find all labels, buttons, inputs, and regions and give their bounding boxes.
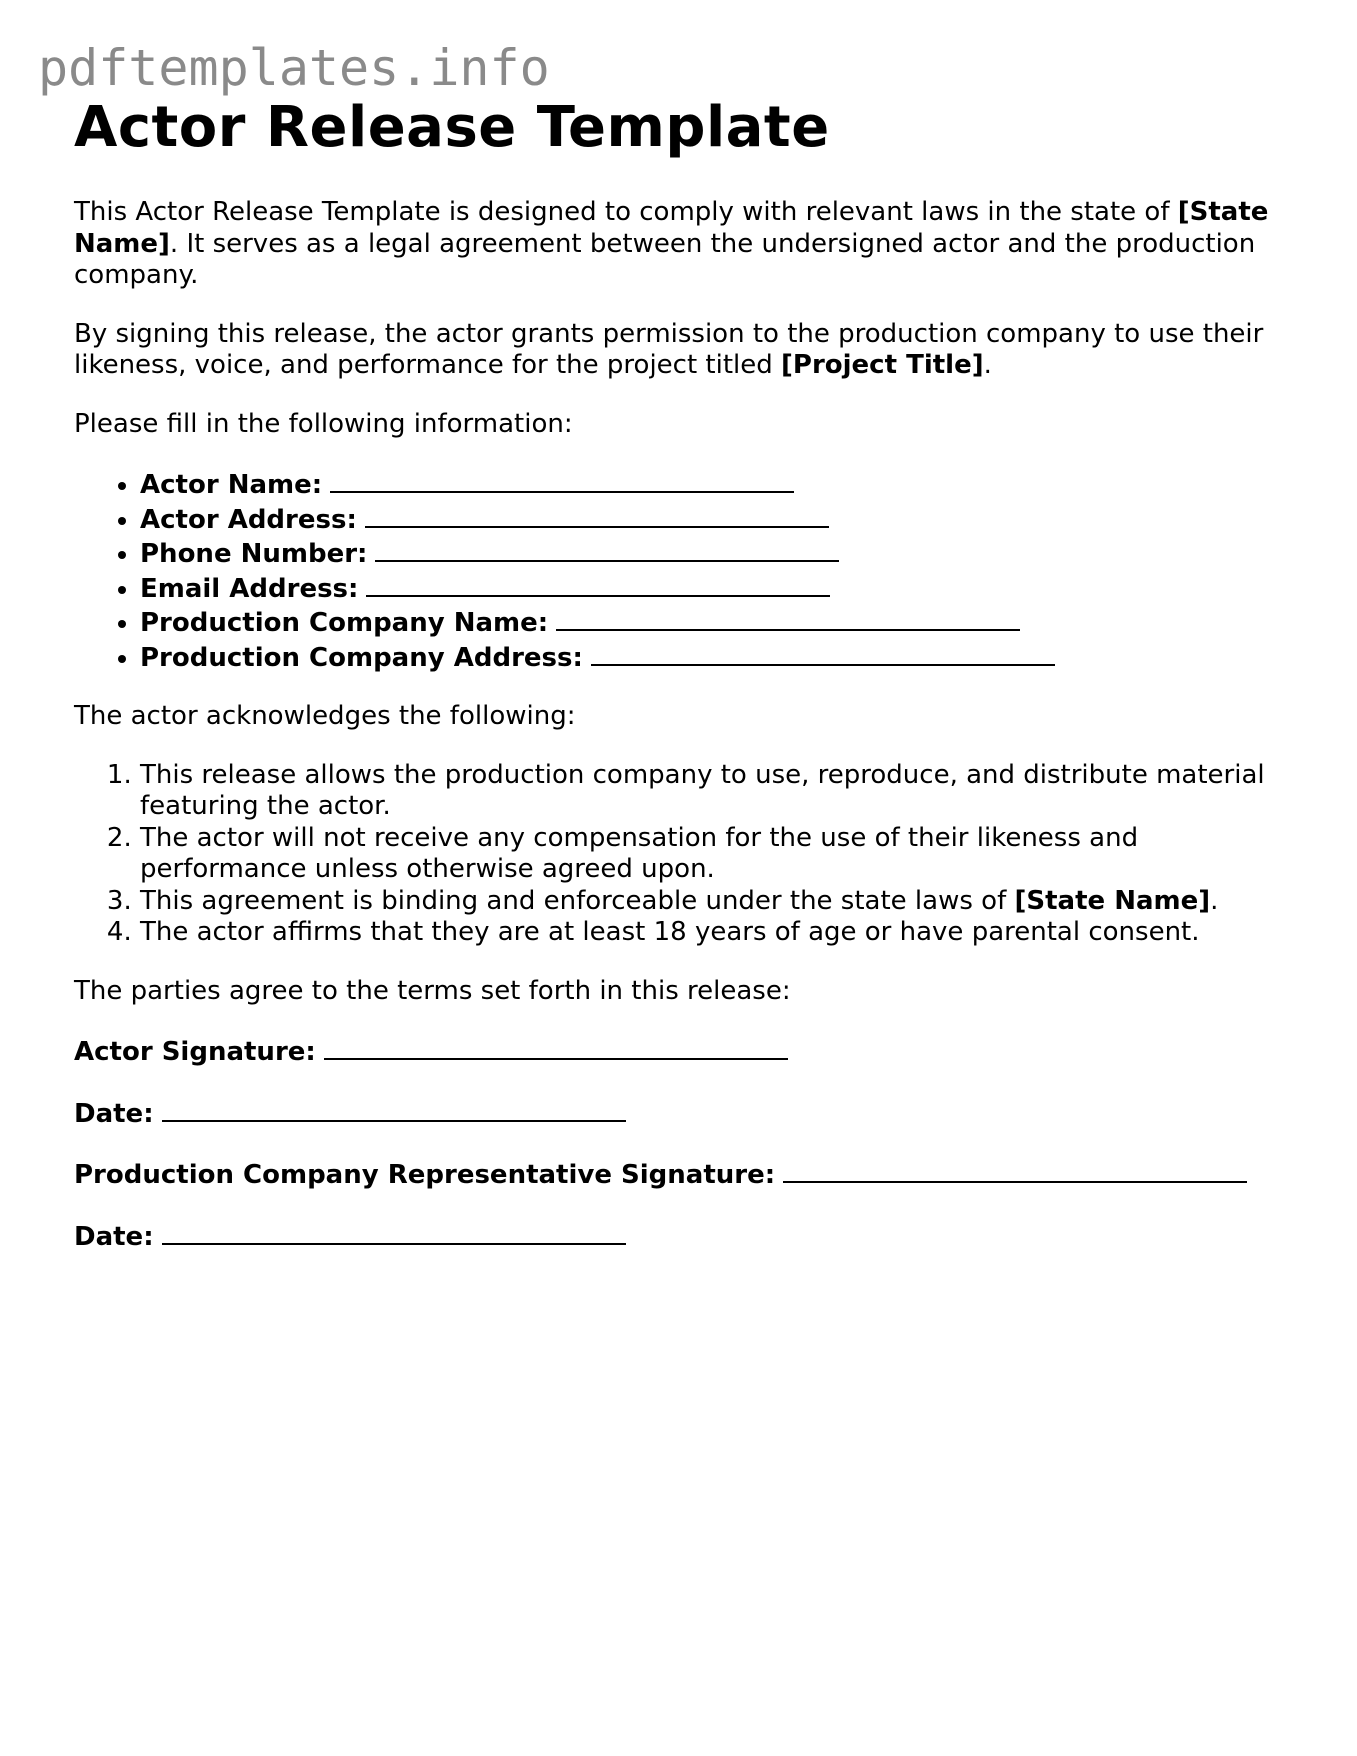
field-phone-number bbox=[140, 536, 1274, 571]
actor-signature-row bbox=[74, 1034, 1274, 1069]
term-item bbox=[140, 886, 1274, 918]
intro-text-after: . It serves as a legal agreement between the undersigned actor and the production company. bbox=[74, 228, 1256, 290]
field-actor-name bbox=[140, 467, 1274, 502]
email-address-blank-line[interactable] bbox=[366, 571, 830, 597]
representative-date-row bbox=[74, 1219, 1274, 1254]
term-text-after: . bbox=[1210, 885, 1219, 916]
page-title: Actor Release Template bbox=[74, 95, 830, 160]
field-email-address bbox=[140, 571, 1274, 606]
grant-text-after: . bbox=[983, 350, 992, 380]
date-label: Date: bbox=[74, 1221, 154, 1252]
acknowledgement-intro: The actor acknowledges the following: bbox=[74, 701, 576, 731]
phone-number-blank-line[interactable] bbox=[375, 536, 839, 562]
date-label: Date: bbox=[74, 1098, 154, 1129]
production-company-address-blank-line[interactable] bbox=[591, 640, 1055, 666]
field-label: Production Company Name: bbox=[140, 608, 549, 638]
state-placeholder: [State Name] bbox=[74, 197, 1269, 259]
field-actor-address bbox=[140, 502, 1274, 537]
term-item: 4. The actor affirms that they are at least 18 years of age or have parental consent. bbox=[140, 917, 1274, 949]
information-fields-list bbox=[74, 467, 1274, 674]
representative-signature-row bbox=[74, 1157, 1274, 1192]
field-label: Email Address: bbox=[140, 573, 359, 604]
term-item: 1. This release allows the production company to use, reproduce, and distribute material featuring the actor. bbox=[140, 760, 1274, 823]
field-label: Phone Number: bbox=[140, 539, 368, 569]
field-label: Production Company Address: bbox=[140, 642, 583, 673]
actor-date-row bbox=[74, 1096, 1274, 1131]
actor-name-blank-line[interactable] bbox=[330, 467, 794, 493]
actor-signature-label: Actor Signature: bbox=[74, 1037, 316, 1067]
state-placeholder: [State Name] bbox=[1014, 885, 1211, 916]
term-text-before: This agreement is binding and enforceable under the state laws of bbox=[140, 885, 1015, 916]
production-company-name-blank-line[interactable] bbox=[556, 605, 1020, 631]
intro-text-before: This Actor Release Template is designed to comply with relevant laws in the state of bbox=[74, 197, 1178, 227]
grant-text-before: By signing this release, the actor grants permission to the production company to use their likeness, voice, and performance for the project titled bbox=[74, 318, 1264, 380]
document-page bbox=[74, 96, 1274, 1253]
actor-date-blank-line[interactable] bbox=[162, 1096, 626, 1122]
agreement-statement: The parties agree to the terms set forth in this release: bbox=[74, 975, 791, 1006]
field-production-company-name bbox=[140, 605, 1274, 640]
actor-signature-blank-line[interactable] bbox=[324, 1034, 788, 1060]
field-production-company-address bbox=[140, 640, 1274, 675]
intro-paragraph bbox=[74, 197, 1274, 292]
field-label: Actor Name: bbox=[140, 470, 323, 500]
watermark-text: pdftemplates.info bbox=[38, 39, 550, 97]
field-label: Actor Address: bbox=[140, 504, 357, 535]
actor-address-blank-line[interactable] bbox=[365, 502, 829, 528]
terms-list bbox=[74, 760, 1274, 949]
term-item: 2. The actor will not receive any compensation for the use of their likeness and performance unless otherwise agreed upon. bbox=[140, 823, 1274, 886]
representative-signature-label: Production Company Representative Signature: bbox=[74, 1160, 776, 1190]
fill-instructions: Please fill in the following information: bbox=[74, 408, 573, 439]
grant-paragraph bbox=[74, 319, 1274, 382]
representative-date-blank-line[interactable] bbox=[162, 1219, 626, 1245]
project-title-placeholder: [Project Title] bbox=[781, 350, 984, 380]
representative-signature-blank-line[interactable] bbox=[783, 1157, 1247, 1183]
